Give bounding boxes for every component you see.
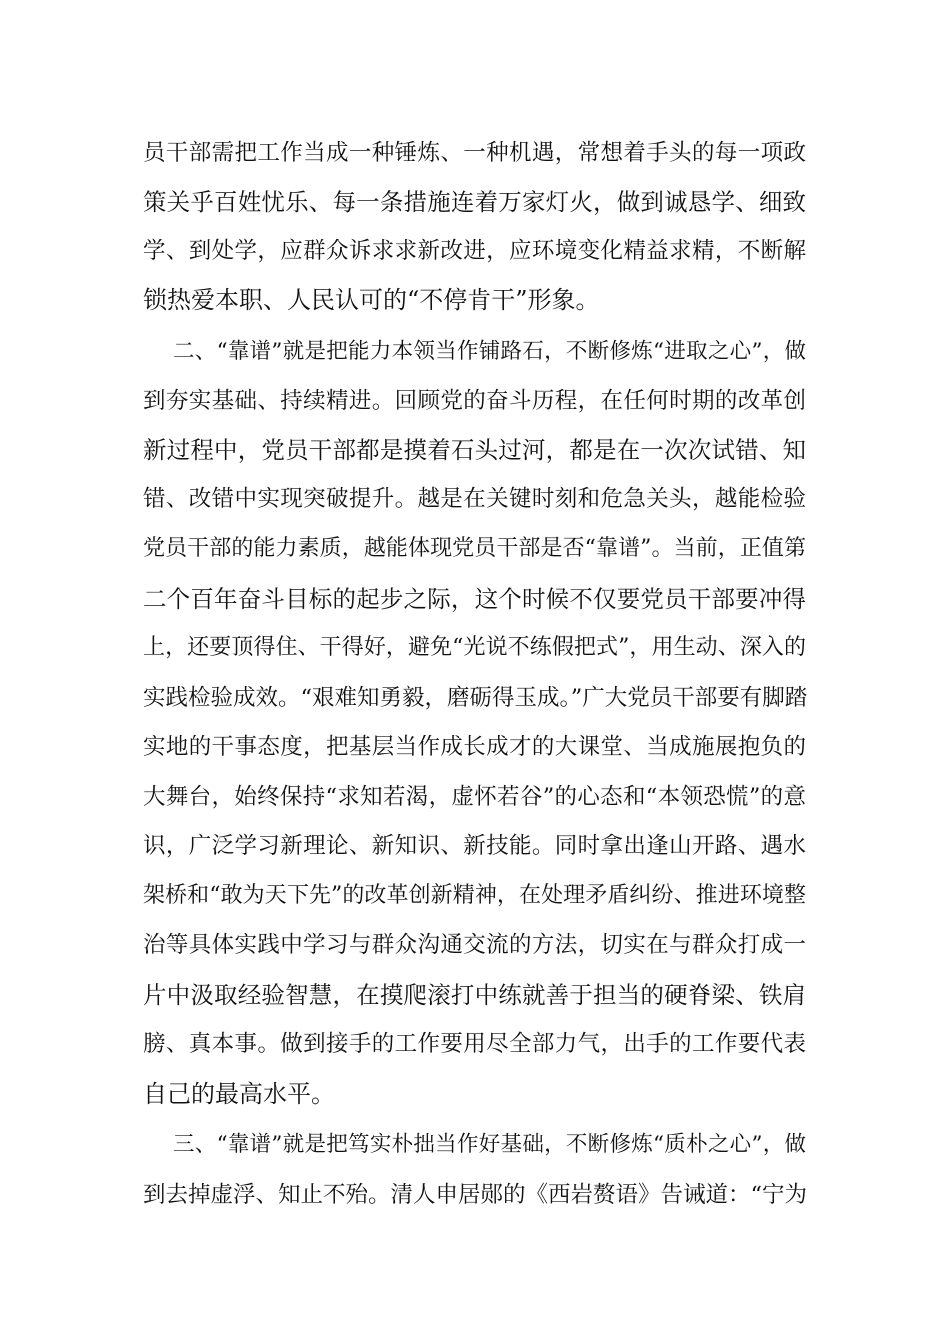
text-line: 治等具体实践中学习与群众沟通交流的方法，切实在与群众打成一 xyxy=(143,932,806,958)
text-line: 上，还要顶得住、干得好，避免“光说不练假把式”，用生动、深入的 xyxy=(143,635,806,660)
text-line: 锁热爱本职、人民认可的“不停肯干”形象。 xyxy=(143,286,600,314)
text-line: 自己的最高水平。 xyxy=(143,1080,335,1108)
text-line: 错、改错中实现突破提升。越是在关键时刻和危急关头，越能检验 xyxy=(143,486,806,512)
text-line: 学、到处学，应群众诉求求新改进，应环境变化精益求精，不断解 xyxy=(143,238,806,264)
text-line: 识，广泛学习新理论、新知识、新技能。同时拿出逢山开路、遇水 xyxy=(143,833,806,859)
text-line: 片中汲取经验智慧，在摸爬滚打中练就善于担当的硬脊梁、铁肩 xyxy=(143,981,806,1009)
text-line: 策关乎百姓忧乐、每一条措施连着万家灯火，做到诚恳学、细致 xyxy=(143,188,806,216)
text-line: 员干部需把工作当成一种锤炼、一种机遇，常想着手头的每一项政 xyxy=(143,140,806,166)
text-line: 二个百年奋斗目标的起步之际，这个时候不仅要党员干部要冲得 xyxy=(143,585,806,613)
text-line: 大舞台，始终保持“求知若渴，虚怀若谷”的心态和“本领恐慌”的意 xyxy=(143,784,806,810)
text-line: 实践检验成效。“艰难知勇毅，磨砺得玉成。”广大党员干部要有脚踏 xyxy=(143,685,808,711)
text-line: 到去掉虚浮、知止不殆。清人申居郧的《西岩赘语》告诫道：“宁为 xyxy=(143,1182,808,1208)
text-line: 到夯实基础、持续精进。回顾党的奋斗历程，在任何时期的改革创 xyxy=(143,388,806,414)
paragraph-3-first-line: 三、“靠谱”就是把笃实朴拙当作好基础，不断修炼“质朴之心”，做 xyxy=(173,1132,806,1157)
paragraph-2-first-line: 二、“靠谱”就是把能力本领当作铺路石，不断修炼“进取之心”，做 xyxy=(173,339,806,364)
text-line: 架桥和“敢为天下先”的改革创新精神，在处理矛盾纠纷、推进环境整 xyxy=(143,883,806,908)
text-line: 党员干部的能力素质，越能体现党员干部是否“靠谱”。当前，正值第 xyxy=(143,536,806,561)
text-line: 膀、真本事。做到接手的工作要用尽全部力气，出手的工作要代表 xyxy=(143,1031,806,1057)
text-line: 新过程中，党员干部都是摸着石头过河，都是在一次次试错、知 xyxy=(143,436,806,464)
text-line: 实地的干事态度，把基层当作成长成才的大课堂、当成施展抱负的 xyxy=(143,734,806,760)
